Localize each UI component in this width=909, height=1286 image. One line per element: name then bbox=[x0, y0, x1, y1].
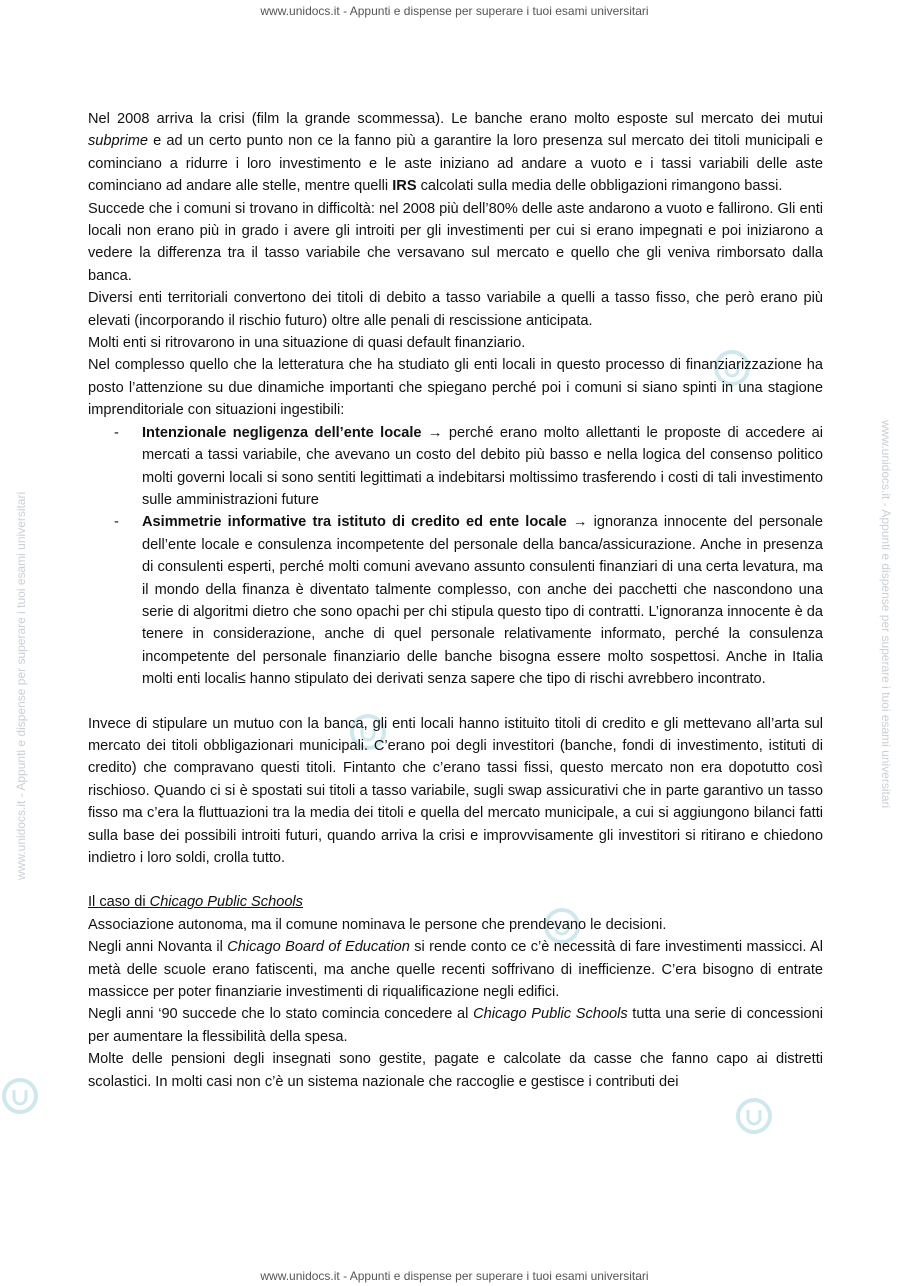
paragraph: Nel 2008 arriva la crisi (film la grande scommessa). Le banche erano molto esposte sul mercato dei mutui subprime e ad un certo punto non ce la fanno più a garantire la loro presenza sul mercato dei titoli municipali e cominciano a ridurre i loro investimento e le aste iniziano ad andare a vuoto e i tassi variabili delle aste cominciano ad andare alle stelle, mentre quelli IRS calcolati sulla media delle obbligazioni rimangono bassi. bbox=[88, 111, 823, 195]
paragraph: Negli anni ‘90 succede che lo stato comincia concedere al Chicago Public Schools tutta una serie di concessioni per aumentare la flessibilità della spesa. bbox=[88, 1006, 823, 1045]
paragraph: Molti enti si ritrovarono in una situazione di quasi default finanziario. bbox=[88, 335, 526, 352]
arrow-icon: → bbox=[421, 424, 449, 441]
arrow-icon: → bbox=[566, 514, 594, 531]
paragraph: Negli anni Novanta il Chicago Board of Education si rende conto ce c’è necessità di fare investimenti massicci. Al metà delle scuole erano fatiscenti, ma anche quelle recenti soffrivano di inefficienze. C’era bisogno di entrate massicce per poter finanziarie investimenti di riqualificazione negli edifici. bbox=[88, 939, 823, 1001]
unidocs-logo-icon bbox=[0, 1076, 40, 1116]
bullet-dash: - bbox=[114, 514, 119, 531]
watermark-footer: www.unidocs.it - Appunti e dispense per superare i tuoi esami universitari bbox=[260, 1269, 649, 1283]
list-item: - Intenzionale negligenza dell’ente locale → perché erano molto allettanti le proposte di accedere ai mercati a tassi variabile, che avevano un costo del debito più basso e nella logica del consenso politico molti governi locali si sono sentiti legittimati a indebitarsi moltissimo trasferendo i costi di tali investimento sulle amministrazioni future bbox=[88, 422, 823, 512]
paragraph: Molte delle pensioni degli insegnati sono gestite, pagate e calcolate da casse che fanno capo ai distretti scolastici. In molti casi non c’è un sistema nazionale che raccoglie e gestisce i contributi dei bbox=[88, 1051, 823, 1090]
section-heading: Il caso di Chicago Public Schools bbox=[88, 894, 303, 911]
bullet-dash: - bbox=[114, 424, 119, 441]
paragraph: Associazione autonoma, ma il comune nominava le persone che prendevano le decisioni. bbox=[88, 916, 667, 933]
paragraph: Nel complesso quello che la letteratura che ha studiato gli enti locali in questo processo di finanziarizzazione ha posto l’attenzione su due dinamiche importanti che spiegano perché poi i comuni si siano spinti in una stagione imprenditoriale con situazioni ingestibili: bbox=[88, 357, 823, 419]
paragraph: Succede che i comuni si trovano in difficoltà: nel 2008 più dell’80% delle aste andarono a vuoto e fallirono. Gli enti locali non erano più in grado i avere gli introiti per gli investimenti per cui si erano impegnati e poi iniziarono a vedere la differenza tra il tasso variabile che versavano sul mercato e quello che gli veniva rimborsato dalla banca. bbox=[88, 200, 823, 284]
unidocs-logo-icon bbox=[734, 1096, 774, 1136]
watermark-side-right: www.unidocs.it - Appunti e dispense per superare i tuoi esami universitari bbox=[879, 420, 893, 809]
watermark-header: www.unidocs.it - Appunti e dispense per superare i tuoi esami universitari bbox=[260, 4, 649, 18]
watermark-side-left: www.unidocs.it - Appunti e dispense per superare i tuoi esami universitari bbox=[14, 491, 28, 880]
document-body bbox=[88, 108, 823, 1093]
paragraph: Invece di stipulare un mutuo con la banca, gli enti locali hanno istituito titoli di credito e gli mettevano all’arta sul mercato dei titoli obbligazionari municipali. C’erano poi degli investitori (banche, fondi di investimento, istituti di credito) che compravano questi titoli. Fintanto che c’erano tassi fissi, questo mercato non era dopotutto così rischioso. Quando ci si è spostati sui titoli a tasso variabile, sugli swap assicurativi che in parte garantivo un tasso fisso ma c’era la fluttuazioni tra la media dei titoli e quella del mercato municipale, a cui si aggiungono bilanci fatti sulla base dei possibili introiti futuri, quando arriva la crisi e improvvisamente gli investitori si ritirano e chiedono indietro i loro soldi, crolla tutto. bbox=[88, 715, 823, 866]
bullet-list bbox=[88, 422, 823, 691]
paragraph: Diversi enti territoriali convertono dei titoli di debito a tasso variabile a quelli a tasso fisso, che però erano più elevati (incorporando il rischio futuro) oltre alle penali di rescissione anticipata. bbox=[88, 290, 823, 329]
list-item: - Asimmetrie informative tra istituto di credito ed ente locale → ignoranza innocente del personale dell’ente locale e consulenza incompetente del personale della banca/assicurazione. Anche in presenza di consulenti esperti, perché molti comuni avevano assunto consulenti finanziari di una certa levatura, ma il mondo della finanza è diventato talmente complesso, con anche dei pacchetti che nascondono una serie di algoritmi dietro che sono opachi per chi stipula questo tipo di contratti. L’ignoranza innocente è da tenere in considerazione, anche di quel personale relativamente informato, perché la consulenza incompetente del personale finanziario delle banche bisogna essere molto sospettosi. Anche in Italia molti enti locali≤ hanno stipulato dei derivati senza sapere che tipo di rischi avrebbero incontrato. bbox=[88, 511, 823, 690]
